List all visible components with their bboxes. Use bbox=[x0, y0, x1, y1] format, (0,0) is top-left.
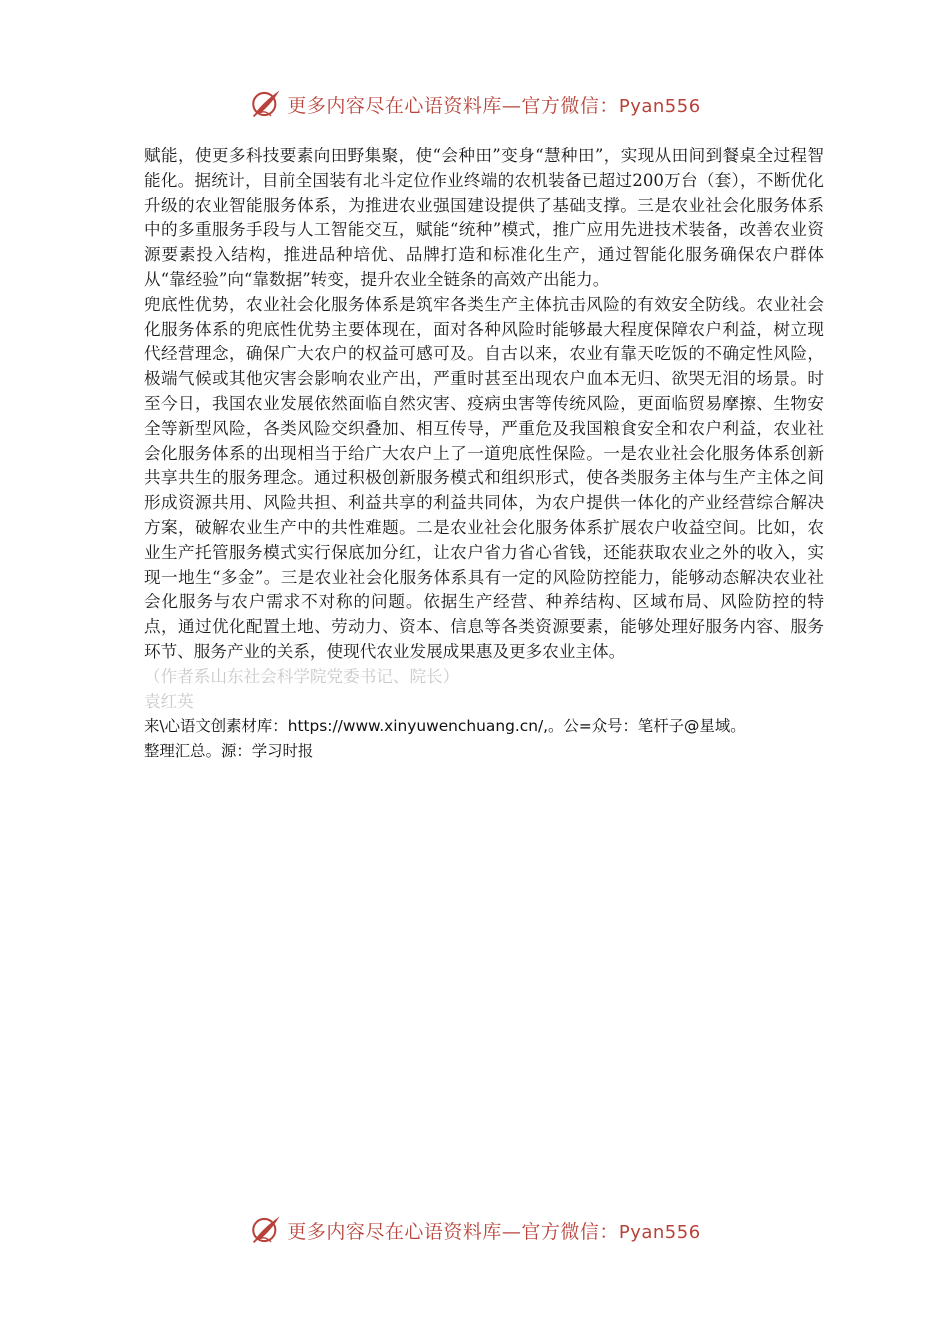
quill-pen-logo-icon bbox=[249, 87, 283, 121]
paragraph-2: 兜底性优势，农业社会化服务体系是筑牢各类生产主体抗击风险的有效安全防线。农业社会化服务体系的兜底性优势主要体现在，面对各种风险时能够最大程度保障农户利益，树立现代经营理念，确保广大农户的权益可感可及。自古以来，农业有靠天吃饭的不确定性风险，极端气候或其他灾害会影响农业产出，严重时甚至出现农户血本无归、欲哭无泪的场景。时至今日，我国农业发展依然面临自然灾害、疫病虫害等传统风险，更面临贸易摩擦、生物安全等新型风险，各类风险交织叠加、相互传导，严重危及我国粮食安全和农户利益，农业社会化服务体系的出现相当于给广大农户上了一道兜底性保险。一是农业社会化服务体系创新共享共生的服务理念。通过积极创新服务模式和组织形式，使各类服务主体与生产主体之间形成资源共用、风险共担、利益共享的利益共同体，为农户提供一体化的产业经营综合解决方案，破解农业生产中的共性难题。二是农业社会化服务体系扩展农户收益空间。比如，农业生产托管服务模式实行保底加分红，让农户省力省心省钱，还能获取农业之外的收入，实现一地生“多金”。三是农业社会化服务体系具有一定的风险防控能力，能够动态解决农业社会化服务与农户需求不对称的问题。依据生产经营、种养结构、区域布局、风险防控的特点，通过优化配置土地、劳动力、资本、信息等各类资源要素，能够处理好服务内容、服务环节、服务产业的关系，使现代农业发展成果惠及更多农业主体。 bbox=[144, 294, 824, 661]
author-name: 袁红英 bbox=[144, 691, 194, 711]
footer-banner bbox=[0, 1210, 950, 1250]
banner-text bbox=[287, 91, 700, 118]
banner-text-label: 更多内容尽在心语资料库—官方微信： bbox=[287, 94, 619, 117]
author-note: （作者系山东社会科学院党委书记、院长） bbox=[144, 666, 460, 686]
header-banner bbox=[0, 84, 950, 124]
banner-wechat-handle: Pyan556 bbox=[618, 1221, 701, 1243]
source-line-2: 整理汇总。源：学习时报 bbox=[144, 742, 314, 761]
banner-wechat-handle: Pyan556 bbox=[618, 95, 701, 117]
source-line-1: 来\心语文创素材库：https://www.xinyuwenchuang.cn/,。公=众号：笔杆子@星域。 bbox=[144, 717, 746, 736]
article-body bbox=[144, 144, 824, 764]
quill-pen-logo-icon bbox=[249, 1213, 283, 1247]
banner-text-label: 更多内容尽在心语资料库—官方微信： bbox=[287, 1220, 619, 1243]
banner-text bbox=[287, 1217, 700, 1244]
paragraph-1: 赋能，使更多科技要素向田野集聚，使“会种田”变身“慧种田”，实现从田间到餐桌全过程智能化。据统计，目前全国装有北斗定位作业终端的农机装备已超过200万台（套），不断优化升级的农业智能服务体系，为推进农业强国建设提供了基础支撑。三是农业社会化服务体系中的多重服务手段与人工智能交互，赋能“统种”模式，推广应用先进技术装备，改善农业资源要素投入结构，推进品种培优、品牌打造和标准化生产，通过智能化服务确保农户群体从“靠经验”向“靠数据”转变，提升农业全链条的高效产出能力。 bbox=[144, 146, 824, 289]
